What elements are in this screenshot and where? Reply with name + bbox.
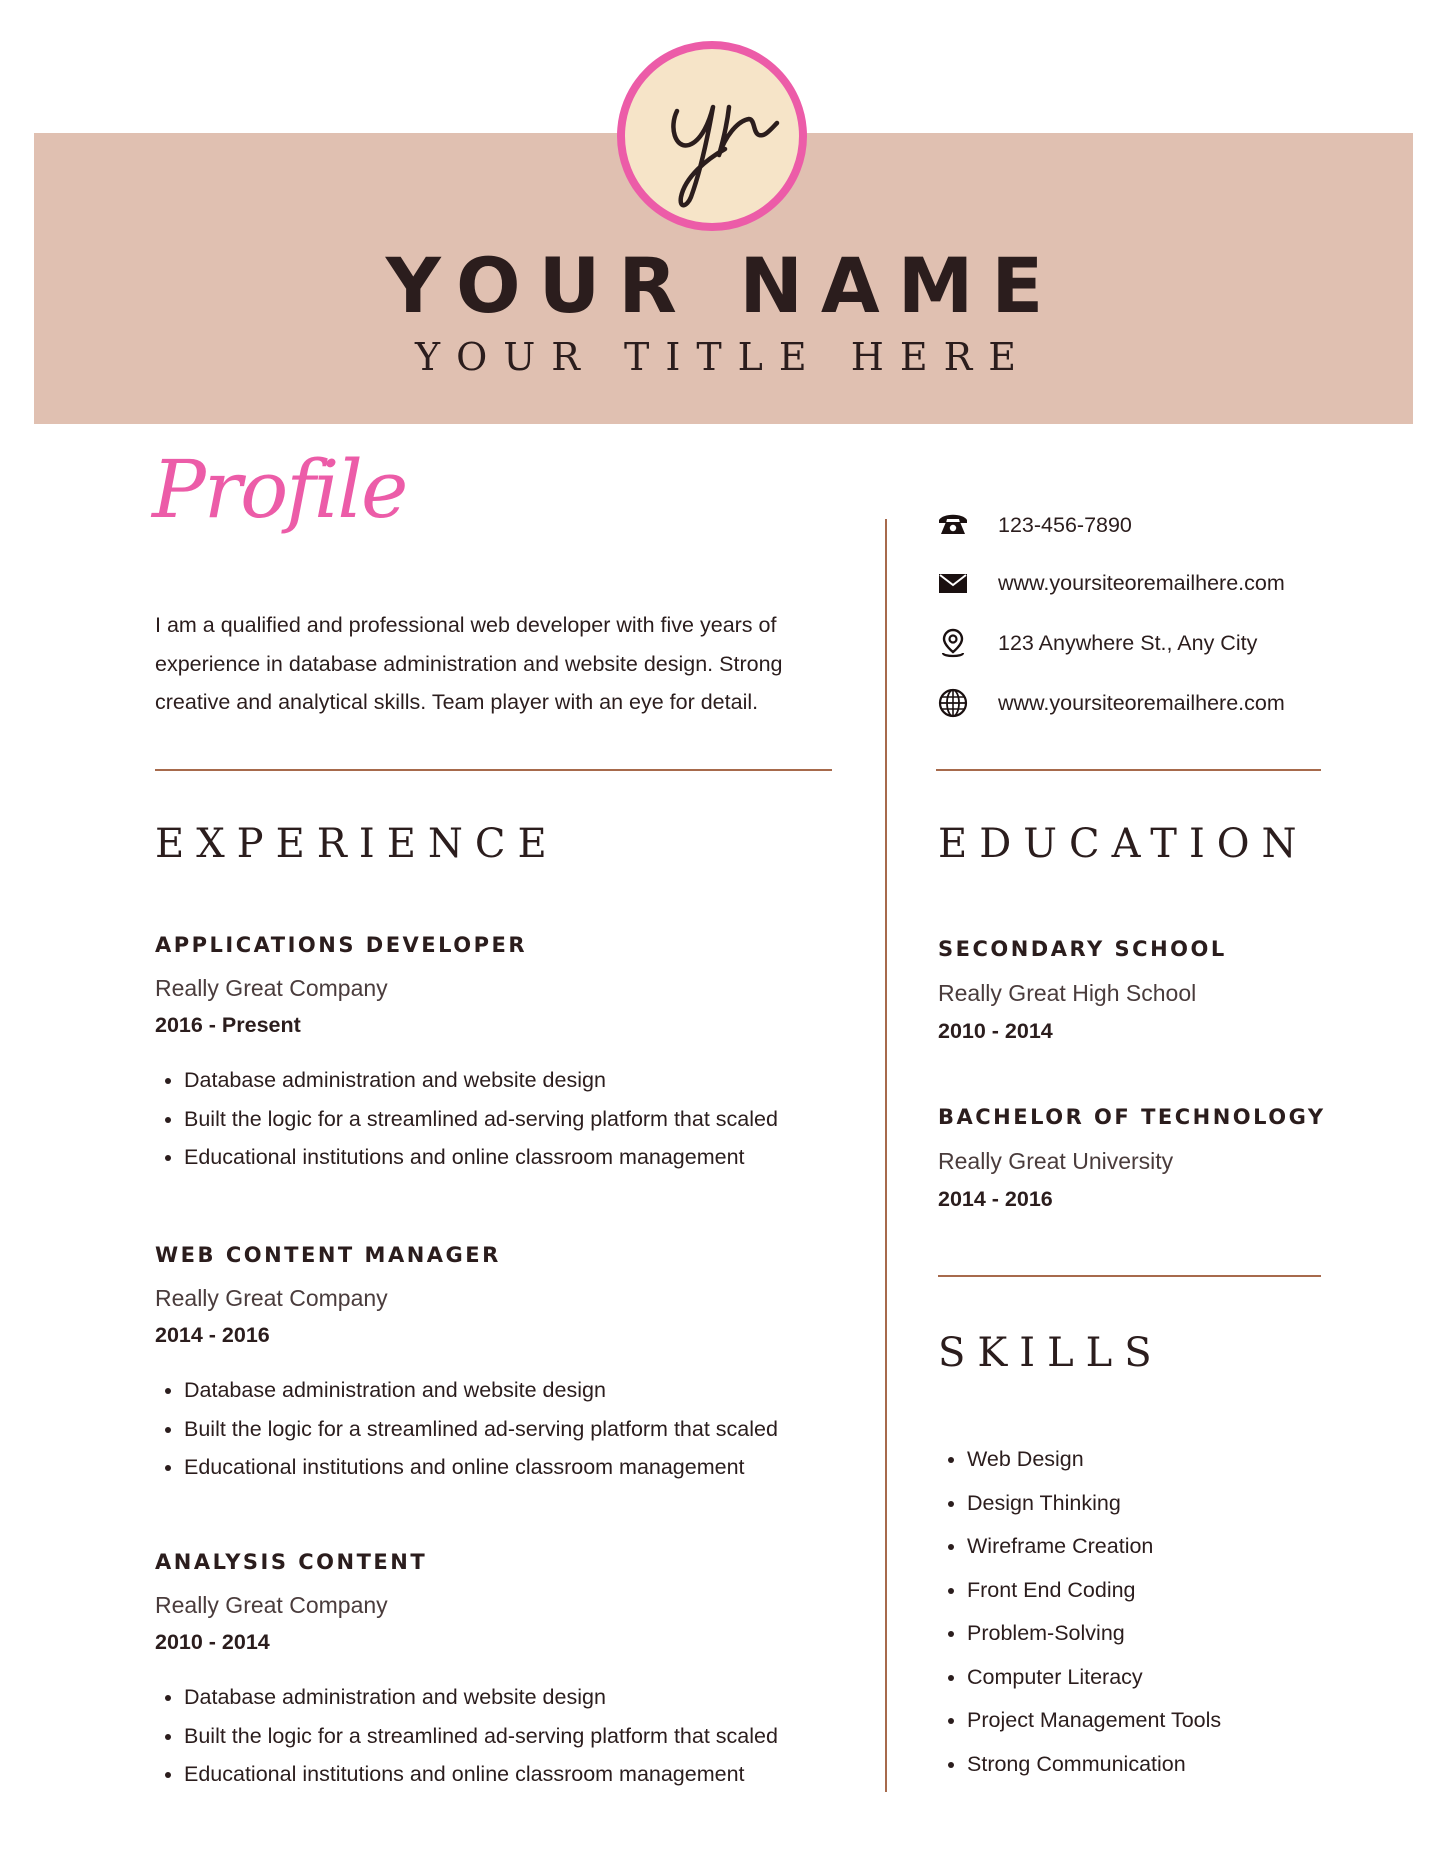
- column-divider: [885, 519, 887, 1792]
- job-years: 2014 - 2016: [155, 1323, 270, 1347]
- job-title: APPLICATIONS DEVELOPER: [155, 933, 528, 957]
- monogram-logo: [617, 41, 807, 231]
- skill-item: • Design Thinking: [967, 1482, 1221, 1526]
- education-years: 2014 - 2016: [938, 1187, 1053, 1211]
- monogram-signature: [625, 49, 799, 223]
- list-item: • Built the logic for a streamlined ad-serving platform that scaled: [184, 1717, 874, 1756]
- list-item: • Database administration and website design: [184, 1678, 874, 1717]
- job-company: Really Great Company: [155, 1592, 388, 1618]
- skill-item: • Front End Coding: [967, 1569, 1221, 1613]
- skill-item: • Wireframe Creation: [967, 1525, 1221, 1569]
- job-bullets: [155, 1678, 874, 1794]
- list-item: • Educational institutions and online classroom management: [184, 1755, 874, 1794]
- education-degree: SECONDARY SCHOOL: [938, 937, 1227, 961]
- job-title: WEB CONTENT MANAGER: [155, 1243, 501, 1267]
- experience-heading: EXPERIENCE: [155, 821, 559, 867]
- education-heading: EDUCATION: [938, 821, 1309, 867]
- contact-divider: [936, 769, 1321, 771]
- resume-title: YOUR TITLE HERE: [415, 335, 1032, 379]
- phone-text: 123-456-7890: [998, 513, 1132, 537]
- address-text: 123 Anywhere St., Any City: [998, 631, 1258, 655]
- education-years: 2010 - 2014: [938, 1019, 1053, 1043]
- list-item: • Educational institutions and online classroom management: [184, 1448, 874, 1487]
- skill-item: • Computer Literacy: [967, 1656, 1221, 1700]
- phone-row: [937, 507, 969, 541]
- job-years: 2016 - Present: [155, 1013, 301, 1037]
- list-item: • Built the logic for a streamlined ad-serving platform that scaled: [184, 1100, 874, 1139]
- job-title: ANALYSIS CONTENT: [155, 1550, 428, 1574]
- email-text: www.yoursiteoremailhere.com: [998, 571, 1285, 595]
- location-pin-icon: [937, 627, 969, 659]
- skills-heading: SKILLS: [938, 1330, 1164, 1376]
- job-company: Really Great Company: [155, 975, 388, 1001]
- skills-list: [938, 1438, 1221, 1786]
- mail-icon: [937, 567, 969, 599]
- education-divider: [938, 1275, 1321, 1277]
- email-row: [937, 566, 969, 600]
- website-row: [937, 686, 969, 720]
- job-years: 2010 - 2014: [155, 1630, 270, 1654]
- education-degree: BACHELOR OF TECHNOLOGY: [938, 1105, 1326, 1129]
- skill-item: • Strong Communication: [967, 1743, 1221, 1787]
- address-row: [937, 626, 969, 660]
- job-bullets: [155, 1371, 874, 1487]
- skill-item: • Project Management Tools: [967, 1699, 1221, 1743]
- list-item: • Database administration and website design: [184, 1061, 874, 1100]
- globe-icon: [937, 687, 969, 719]
- education-school: Really Great High School: [938, 980, 1197, 1006]
- job-bullets: [155, 1061, 874, 1177]
- profile-heading: Profile: [152, 443, 407, 536]
- profile-divider: [155, 769, 832, 771]
- list-item: • Database administration and website design: [184, 1371, 874, 1410]
- profile-text: I am a qualified and professional web developer with five years of experience in database administration and website design. Strong creative and analytical skills. Team player with an eye for detail.: [155, 613, 783, 714]
- education-school: Really Great University: [938, 1148, 1174, 1174]
- resume-name: YOUR NAME: [385, 241, 1062, 330]
- list-item: • Educational institutions and online classroom management: [184, 1138, 874, 1177]
- website-text: www.yoursiteoremailhere.com: [998, 691, 1285, 715]
- job-company: Really Great Company: [155, 1285, 388, 1311]
- skill-item: • Web Design: [967, 1438, 1221, 1482]
- skill-item: • Problem-Solving: [967, 1612, 1221, 1656]
- phone-icon: [937, 508, 969, 540]
- list-item: • Built the logic for a streamlined ad-serving platform that scaled: [184, 1410, 874, 1449]
